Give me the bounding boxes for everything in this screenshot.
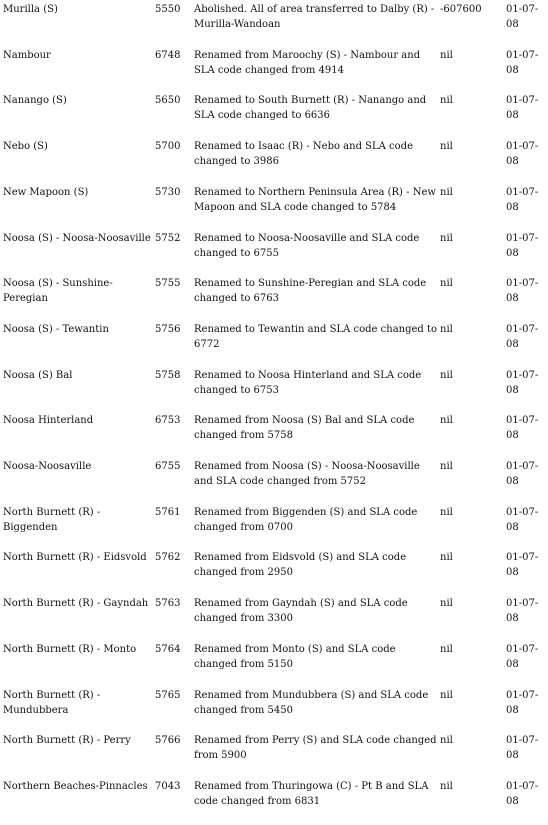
effective-date-cell: 01-07-08 [506, 369, 539, 396]
table-row [0, 779, 548, 825]
change-description-cell: Renamed from Thuringowa (C) - Pt B and SLA code changed from 6831 [194, 780, 429, 807]
table-row [0, 459, 548, 505]
sla-code-cell: 6753 [155, 415, 181, 427]
effective-date-cell: 01-07-08 [506, 506, 539, 533]
sla-name-cell: Noosa (S) Bal [3, 369, 73, 381]
sla-code-cell: 5765 [155, 689, 181, 701]
effective-date-cell: 01-07-08 [506, 49, 539, 76]
sla-name-cell: Nanango (S) [3, 95, 67, 107]
change-description-cell: Renamed to Northern Peninsula Area (R) - New Mapoon and SLA code changed to 5784 [194, 186, 436, 213]
effective-date-cell: 01-07-08 [506, 735, 539, 762]
sla-name-cell: Nambour [3, 49, 51, 61]
sla-code-cell: 5761 [155, 506, 181, 518]
sla-code-cell: 5764 [155, 643, 181, 655]
population-change-cell: nil [440, 780, 453, 792]
sla-name-cell: Noosa (S) - Noosa-Noosaville [3, 232, 151, 244]
population-change-cell: nil [440, 141, 453, 153]
change-description-cell: Renamed from Perry (S) and SLA code changed from 5900 [194, 735, 437, 762]
change-description-cell: Renamed to South Burnett (R) - Nanango and SLA code changed to 6636 [194, 95, 427, 122]
change-description-cell: Renamed from Eidsvold (S) and SLA code changed from 2950 [194, 552, 407, 579]
population-change-cell: nil [440, 735, 453, 747]
effective-date-cell: 01-07-08 [506, 552, 539, 579]
sla-code-cell: 5758 [155, 369, 181, 381]
effective-date-cell: 01-07-08 [506, 415, 539, 442]
sla-code-cell: 5700 [155, 141, 181, 153]
table-row [0, 413, 548, 459]
change-description-cell: Renamed from Noosa (S) Bal and SLA code changed from 5758 [194, 415, 415, 442]
sla-name-cell: North Burnett (R) - Perry [3, 735, 131, 747]
effective-date-cell: 01-07-08 [506, 141, 539, 168]
change-description-cell: Renamed to Sunshine-Peregian and SLA code changed to 6763 [194, 278, 427, 305]
table-row [0, 505, 548, 551]
effective-date-cell: 01-07-08 [506, 323, 539, 350]
sla-code-cell: 5762 [155, 552, 181, 564]
table-row [0, 2, 548, 48]
sla-code-cell: 5755 [155, 278, 181, 290]
effective-date-cell: 01-07-08 [506, 95, 539, 122]
sla-name-cell: North Burnett (R) - Eidsvold [3, 552, 147, 564]
table-row [0, 642, 548, 688]
table-row [0, 733, 548, 779]
sla-name-cell: Nebo (S) [3, 141, 48, 153]
change-description-cell: Renamed to Tewantin and SLA code changed to 6772 [194, 323, 438, 350]
sla-name-cell: Northern Beaches-Pinnacles [3, 780, 148, 792]
effective-date-cell: 01-07-08 [506, 461, 539, 487]
effective-date-cell: 01-07-08 [506, 278, 539, 305]
population-change-cell: nil [440, 369, 453, 381]
sla-code-cell: 5752 [155, 232, 181, 244]
sla-name-cell: Noosa Hinterland [3, 415, 94, 427]
sla-name-cell: Murilla (S) [3, 4, 58, 15]
table-row [0, 93, 548, 139]
population-change-cell: nil [440, 49, 453, 61]
population-change-cell: -607600 [440, 4, 482, 15]
sla-name-cell: Noosa (S) - Sunshine-Peregian [3, 278, 113, 305]
effective-date-cell: 01-07-08 [506, 186, 539, 213]
effective-date-cell: 01-07-08 [506, 4, 539, 30]
population-change-cell: nil [440, 598, 453, 610]
effective-date-cell: 01-07-08 [506, 598, 539, 625]
table-row [0, 550, 548, 596]
sla-name-cell: Noosa (S) - Tewantin [3, 323, 109, 335]
change-description-cell: Renamed from Noosa (S) - Noosa-Noosaville and SLA code changed from 5752 [194, 461, 420, 487]
population-change-cell: nil [440, 232, 453, 244]
effective-date-cell: 01-07-08 [506, 232, 539, 259]
sla-name-cell: New Mapoon (S) [3, 186, 89, 198]
population-change-cell: nil [440, 95, 453, 107]
table-row [0, 596, 548, 642]
table-row [0, 688, 548, 734]
table-row [0, 231, 548, 277]
population-change-cell: nil [440, 278, 453, 290]
change-description-cell: Renamed from Monto (S) and SLA code changed from 5150 [194, 643, 396, 670]
sla-code-cell: 6748 [155, 49, 181, 61]
population-change-cell: nil [440, 643, 453, 655]
sla-name-cell: North Burnett (R) - Gayndah [3, 598, 149, 610]
table-row [0, 185, 548, 231]
population-change-cell: nil [440, 186, 453, 198]
change-description-cell: Renamed to Noosa-Noosaville and SLA code changed to 6755 [194, 232, 420, 259]
change-description-cell: Renamed from Mundubbera (S) and SLA code changed from 5450 [194, 689, 429, 716]
sla-code-cell: 6755 [155, 461, 181, 472]
sla-code-cell: 5650 [155, 95, 181, 107]
population-change-cell: nil [440, 552, 453, 564]
table-row [0, 48, 548, 94]
change-description-cell: Renamed to Isaac (R) - Nebo and SLA code changed to 3986 [194, 141, 413, 168]
table-row [0, 139, 548, 185]
change-description-cell: Renamed to Noosa Hinterland and SLA code changed to 6753 [194, 369, 422, 396]
sla-code-cell: 7043 [155, 780, 181, 792]
change-description-cell: Renamed from Biggenden (S) and SLA code changed from 0700 [194, 506, 418, 533]
population-change-cell: nil [440, 506, 453, 518]
effective-date-cell: 01-07-08 [506, 643, 539, 670]
change-description-cell: Abolished. All of area transferred to Dalby (R) - Murilla-Wandoan [194, 4, 435, 30]
table-row [0, 322, 548, 368]
population-change-cell: nil [440, 323, 453, 335]
sla-code-cell: 5550 [155, 4, 181, 15]
table-row [0, 368, 548, 414]
change-description-cell: Renamed from Gayndah (S) and SLA code changed from 3300 [194, 598, 408, 625]
sla-code-cell: 5763 [155, 598, 181, 610]
sla-name-cell: Noosa-Noosaville [3, 461, 92, 472]
sla-name-cell: North Burnett (R) - Biggenden [3, 506, 101, 533]
change-description-cell: Renamed from Maroochy (S) - Nambour and SLA code changed from 4914 [194, 49, 421, 76]
sla-name-cell: North Burnett (R) - Mundubbera [3, 689, 101, 716]
sla-code-cell: 5730 [155, 186, 181, 198]
sla-code-cell: 5756 [155, 323, 181, 335]
effective-date-cell: 01-07-08 [506, 780, 539, 807]
table-row [0, 276, 548, 322]
population-change-cell: nil [440, 415, 453, 427]
sla-code-cell: 5766 [155, 735, 181, 747]
effective-date-cell: 01-07-08 [506, 689, 539, 716]
sla-name-cell: North Burnett (R) - Monto [3, 643, 137, 655]
population-change-cell: nil [440, 461, 453, 472]
population-change-cell: nil [440, 689, 453, 701]
